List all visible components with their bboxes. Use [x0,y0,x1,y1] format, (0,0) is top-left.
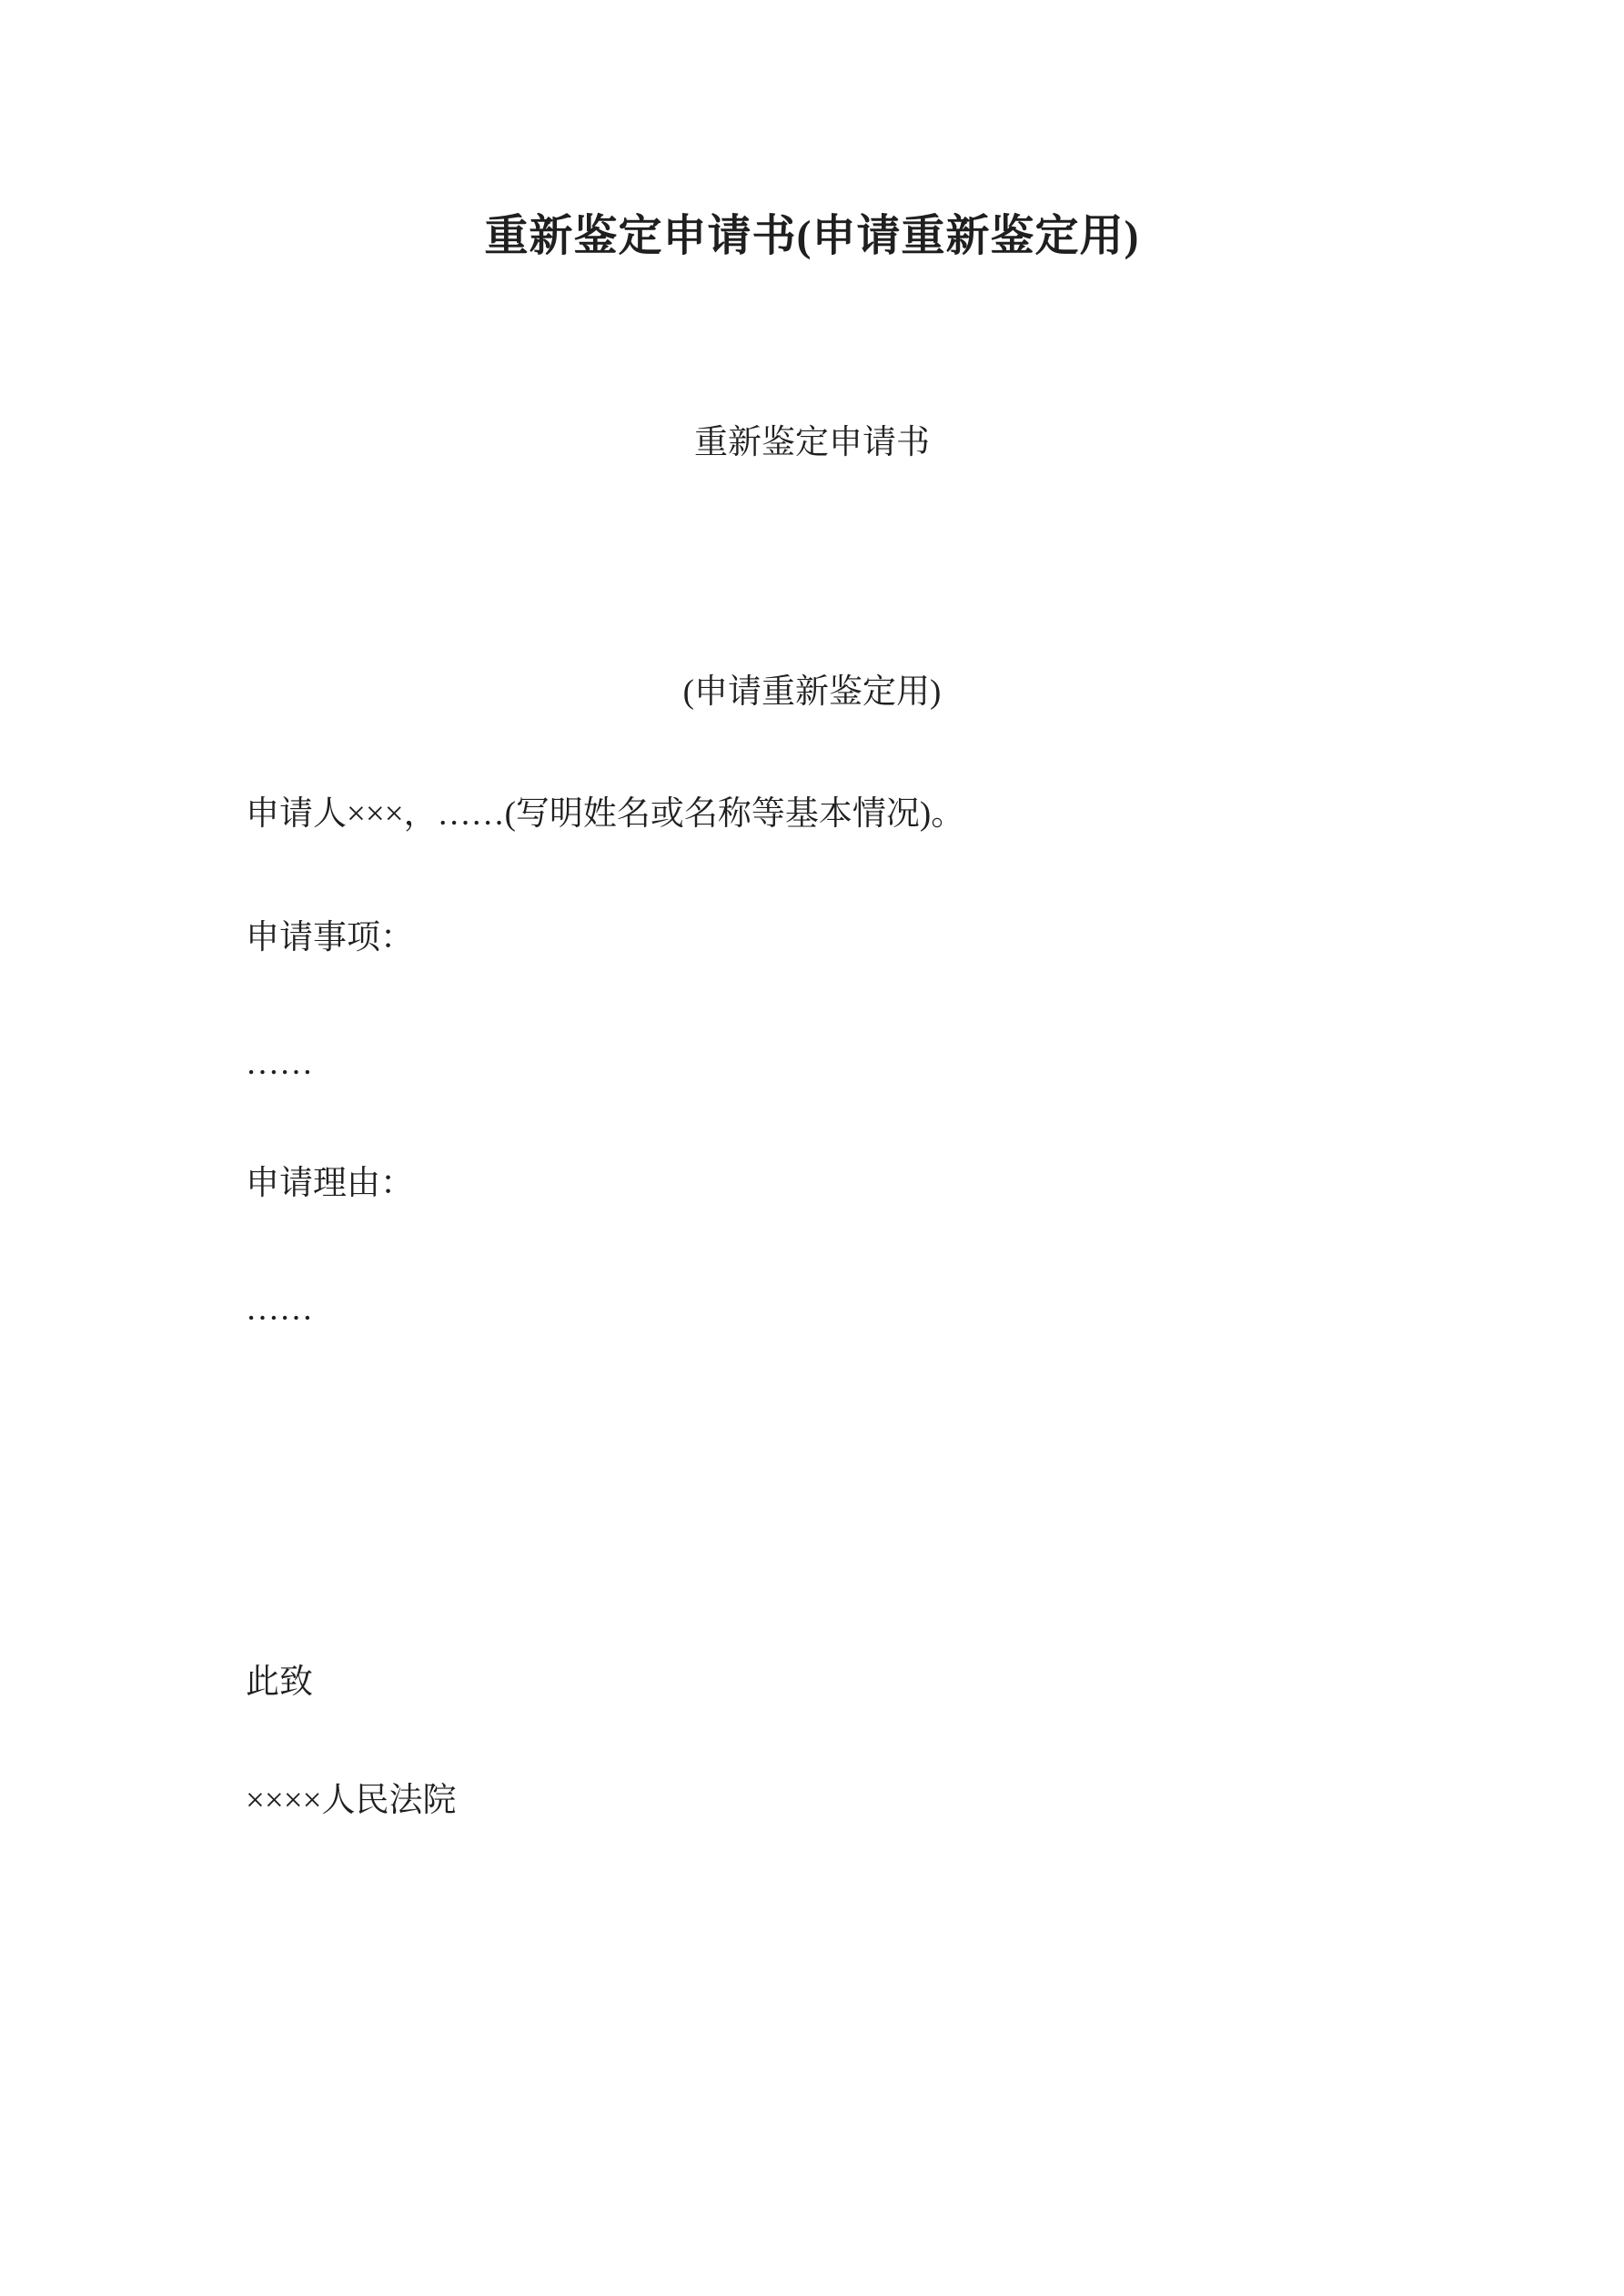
request-items-label: 申请事项： [246,919,414,956]
document-subtitle: 重新鉴定申请书 [694,424,930,461]
request-reason-label: 申请理由： [246,1165,414,1202]
applicant-info-line: 申请人×××，……(写明姓名或名称等基本情况)。 [246,795,965,833]
usage-note: (申请重新鉴定用) [682,673,942,711]
closing-salutation: 此致 [246,1664,313,1701]
recipient-court-line: ××××人民法院 [246,1782,457,1819]
document-title: 重新鉴定申请书(申请重新鉴定用) [484,212,1140,260]
request-items-placeholder: …… [246,1045,313,1082]
request-reason-placeholder: …… [246,1290,313,1328]
